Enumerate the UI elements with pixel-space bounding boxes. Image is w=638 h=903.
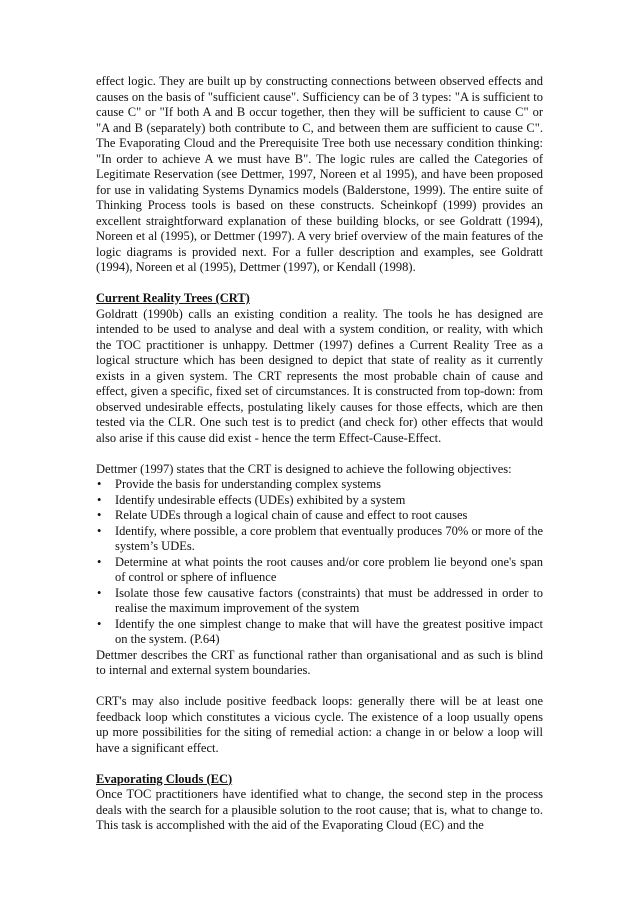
ec-paragraph: Once TOC practitioners have identified what to change, the second step in the process deals with the search for a plausible solution to the root cause; that is, what to change to. This task is accomplished with the aid of the Evaporating Cloud (EC) and the [96, 787, 543, 832]
crt-paragraph: Goldratt (1990b) calls an existing condition a reality. The tools he has designed are intended to be used to analyse and deal with a system condition, or reality, with which the TOC practitioner is unhappy. Dettmer (1997) defines a Current Reality Tree as a logical structure which has been designed to depict that state of reality as it currently exists in a given system. The CRT represents the most probable chain of cause and effect, given a specific, fixed set of circumstances. It is constructed from top-down: from observed undesirable effects, postulating likely causes for those effects, which are then tested via the CLR. One such test is to predict (and check for) other effects that would also arise if this cause did exist - hence the term Effect-Cause-Effect. [96, 306, 543, 445]
feedback-loop-paragraph: CRT's may also include positive feedback loops: generally there will be at least one feedback loop which constitutes a vicious cycle. The existence of a loop usually opens up more possibilities for the siting of remedial action: a change in or below a loop will have a significant effect. [96, 694, 543, 755]
spacer [96, 679, 543, 695]
list-item: • Determine at what points the root causes and/or core problem lie beyond one's span of control or sphere of influence [96, 555, 543, 586]
spacer [96, 276, 543, 292]
list-item: • Identify the one simplest change to make that will have the greatest positive impact on the system. (P.64) [96, 617, 543, 648]
document-page [96, 74, 543, 834]
list-item: • Provide the basis for understanding complex systems [96, 477, 543, 493]
list-item: • Relate UDEs through a logical chain of cause and effect to root causes [96, 508, 543, 524]
objectives-intro-paragraph: Dettmer (1997) states that the CRT is designed to achieve the following objectives: [96, 461, 512, 476]
objectives-list [96, 477, 543, 648]
intro-paragraph: effect logic. They are built up by constructing connections between observed effects and causes on the basis of "sufficient cause". Sufficiency can be of 3 types: "A is sufficient to cause C" or "If both A and B occur together, then they will be sufficient to cause C" or "A and B (separately) both contribute to C, and between them are sufficient to cause C". The Evaporating Cloud and the Prerequisite Tree both use necessary condition thinking: "In order to achieve A we must have B". The logic rules are called the Categories of Legitimate Reservation (see Dettmer, 1997, Noreen et al 1995), and have been proposed for use in validating Systems Dynamics models (Balderstone, 1999). The entire suite of Thinking Process tools is based on these constructs. Scheinkopf (1999) provides an excellent straightforward explanation of these building blocks, or see Goldratt (1994), Noreen et al (1995), or Dettmer (1997). A very brief overview of the main features of the logic diagrams is provided next. For a fuller description and examples, see Goldratt (1994), Noreen et al (1995), Dettmer (1997), or Kendall (1998). [96, 74, 543, 274]
spacer [96, 756, 543, 772]
list-item: • Isolate those few causative factors (constraints) that must be addressed in order to realise the maximum improvement of the system [96, 586, 543, 617]
functional-paragraph: Dettmer describes the CRT as functional rather than organisational and as such is blind to internal and external system boundaries. [96, 647, 543, 677]
list-item: • Identify undesirable effects (UDEs) exhibited by a system [96, 493, 543, 509]
section-heading-ec: Evaporating Clouds (EC) [96, 771, 233, 786]
section-heading-crt: Current Reality Trees (CRT) [96, 291, 250, 305]
spacer [96, 446, 543, 462]
list-item: • Identify, where possible, a core problem that eventually produces 70% or more of the system’s UDEs. [96, 524, 543, 555]
